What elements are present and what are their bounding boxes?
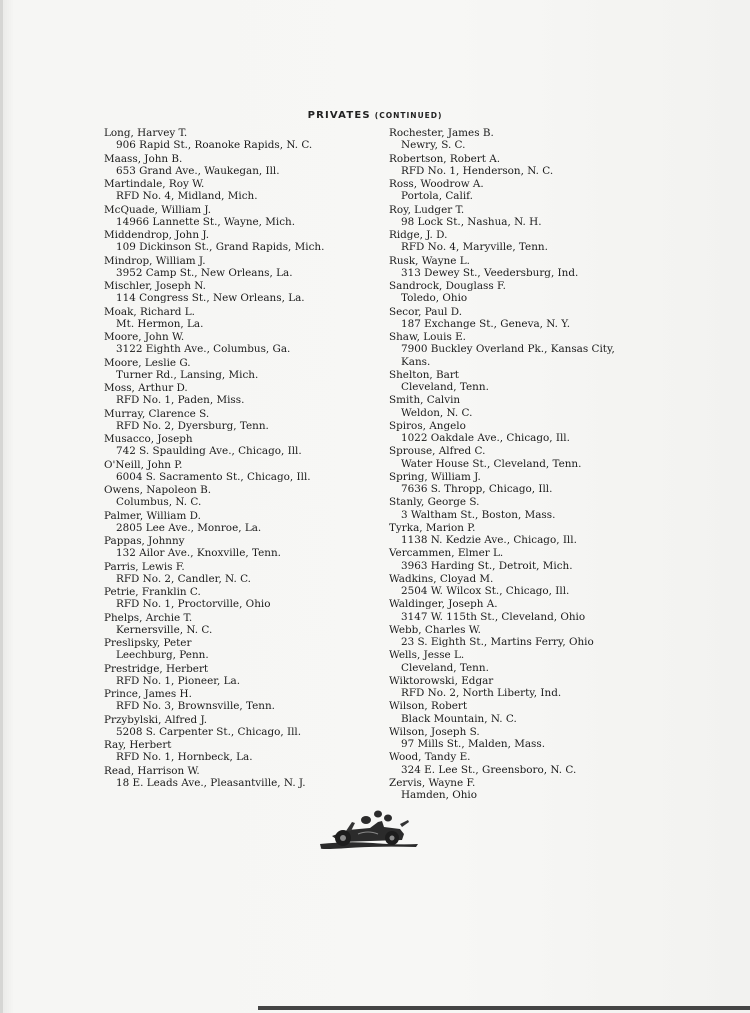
roster-entry: [389, 777, 639, 802]
entry-address: RFD No. 2, Dyersburg, Tenn.: [116, 419, 269, 432]
entry-address: 1022 Oakdale Ave., Chicago, Ill.: [401, 432, 570, 445]
roster-entry: [104, 561, 386, 586]
roster-entry: [389, 751, 639, 776]
entry-address: RFD No. 1, Pioneer, La.: [116, 674, 241, 687]
entry-name: Przybylski, Alfred J.: [104, 713, 208, 726]
entry-name: Moss, Arthur D.: [104, 382, 188, 394]
roster-entry: [104, 459, 386, 484]
entry-name: Robertson, Robert A.: [389, 152, 501, 165]
page-title: [0, 110, 750, 121]
roster-entry: [389, 675, 639, 700]
entry-address: 7636 S. Thropp, Chicago, Ill.: [401, 483, 553, 496]
roster-entry: [389, 496, 639, 521]
entry-name: Smith, Calvin: [389, 394, 461, 407]
entry-address: Water House St., Cleveland, Tenn.: [401, 457, 582, 470]
roster-entry: [104, 153, 386, 178]
entry-name: Wilson, Joseph S.: [389, 725, 480, 738]
roster-entry: [104, 306, 386, 331]
roster-entry: [389, 204, 639, 229]
roster-entry: [389, 394, 639, 419]
roster-entry: [389, 726, 639, 751]
roster-entry: [104, 637, 386, 662]
entry-address: Mt. Hermon, La.: [116, 317, 204, 330]
roster-entry: [389, 178, 639, 203]
entry-name: Moak, Richard L.: [104, 305, 195, 318]
entry-name: Shelton, Bart: [389, 368, 459, 381]
entry-address: 313 Dewey St., Veedersburg, Ind.: [401, 266, 579, 279]
entry-name: Tyrka, Marion P.: [389, 521, 476, 534]
entry-address: RFD No. 1, Hornbeck, La.: [116, 751, 253, 764]
jeep-icon: [318, 800, 420, 860]
entry-name: Moore, Leslie G.: [104, 356, 191, 369]
entry-address: 3 Waltham St., Boston, Mass.: [401, 508, 556, 521]
roster-entry: [104, 178, 386, 203]
entry-name: Spring, William J.: [389, 470, 481, 483]
roster-entry: [104, 280, 386, 305]
entry-name: Pappas, Johnny: [104, 535, 185, 547]
entry-address: Weldon, N. C.: [401, 406, 473, 419]
entry-address: 3122 Eighth Ave., Columbus, Ga.: [116, 343, 291, 356]
entry-address: 132 Ailor Ave., Knoxville, Tenn.: [116, 547, 281, 560]
entry-address: Newry, S. C.: [401, 139, 466, 152]
entry-name: Rusk, Wayne L.: [389, 254, 470, 267]
entry-name: Ridge, J. D.: [389, 229, 448, 241]
entry-name: Spiros, Angelo: [389, 419, 466, 432]
entry-name: Read, Harrison W.: [104, 764, 200, 777]
entry-address: RFD No. 1, Henderson, N. C.: [401, 164, 554, 177]
entry-name: Prestridge, Herbert: [104, 662, 209, 675]
entry-name: Webb, Charles W.: [389, 623, 481, 636]
roster-entry: [104, 331, 386, 356]
roster-entry: [389, 547, 639, 572]
left-roster-column: [104, 127, 386, 790]
entry-address: RFD No. 4, Maryville, Tenn.: [401, 241, 548, 254]
entry-name: Prince, James H.: [104, 688, 192, 700]
roster-entry: [389, 306, 639, 331]
roster-entry: [104, 408, 386, 433]
roster-entry: [389, 153, 639, 178]
roster-entry: [389, 624, 639, 649]
entry-address: 14966 Lannette St., Wayne, Mich.: [116, 215, 296, 228]
roster-entry: [104, 382, 386, 407]
entry-address: 3963 Harding St., Detroit, Mich.: [401, 559, 573, 572]
entry-address: 187 Exchange St., Geneva, N. Y.: [401, 317, 571, 330]
roster-entry: [104, 255, 386, 280]
entry-name: Long, Harvey T.: [104, 127, 188, 139]
entry-name: Musacco, Joseph: [104, 433, 193, 445]
entry-name: Mischler, Joseph N.: [104, 280, 206, 292]
entry-address: 7900 Buckley Overland Pk., Kansas City, Kans.: [401, 343, 615, 368]
entry-address: RFD No. 1, Proctorville, Ohio: [116, 598, 271, 611]
roster-entry: [389, 522, 639, 547]
entry-name: Owens, Napoleon B.: [104, 484, 212, 496]
entry-address: 2805 Lee Ave., Monroe, La.: [116, 521, 262, 534]
entry-address: 18 E. Leads Ave., Pleasantville, N. J.: [116, 776, 306, 789]
roster-entry: [104, 714, 386, 739]
entry-address: Turner Rd., Lansing, Mich.: [116, 368, 259, 381]
title-text: PRIVATES: [307, 110, 371, 121]
entry-address: 2504 W. Wilcox St., Chicago, Ill.: [401, 585, 570, 598]
entry-address: 97 Mills St., Malden, Mass.: [401, 738, 546, 751]
entry-address: 109 Dickinson St., Grand Rapids, Mich.: [116, 241, 325, 254]
entry-name: Wiktorowski, Edgar: [389, 674, 494, 687]
bottom-edge-rule: [258, 1006, 750, 1010]
entry-name: Vercammen, Elmer L.: [389, 547, 504, 560]
entry-name: Mindrop, William J.: [104, 254, 206, 267]
roster-entry: [104, 535, 386, 560]
entry-name: Shaw, Louis E.: [389, 331, 466, 343]
entry-address: 742 S. Spaulding Ave., Chicago, Ill.: [116, 445, 302, 458]
roster-entry: [104, 484, 386, 509]
entry-name: Wells, Jesse L.: [389, 649, 465, 662]
roster-entry: [389, 471, 639, 496]
roster-entry: [104, 229, 386, 254]
roster-entry: [104, 204, 386, 229]
roster-entry: [389, 573, 639, 598]
entry-address: Columbus, N. C.: [116, 496, 202, 509]
entry-name: Preslipsky, Peter: [104, 637, 192, 649]
entry-name: Phelps, Archie T.: [104, 611, 193, 624]
entry-address: RFD No. 3, Brownsville, Tenn.: [116, 700, 275, 713]
roster-entry: [389, 331, 639, 368]
entry-address: Cleveland, Tenn.: [401, 381, 489, 394]
roster-entry: [104, 688, 386, 713]
roster-entry: [389, 649, 639, 674]
entry-name: Petrie, Franklin C.: [104, 586, 201, 598]
entry-address: 1138 N. Kedzie Ave., Chicago, Ill.: [401, 534, 577, 547]
entry-address: 324 E. Lee St., Greensboro, N. C.: [401, 763, 577, 776]
page-spine-edge: [0, 0, 3, 1013]
entry-address: 114 Congress St., New Orleans, La.: [116, 292, 305, 305]
entry-name: Sandrock, Douglass F.: [389, 280, 506, 292]
roster-entry: [104, 357, 386, 382]
entry-address: RFD No. 1, Paden, Miss.: [116, 394, 245, 407]
entry-address: RFD No. 2, Candler, N. C.: [116, 572, 251, 585]
entry-name: Wadkins, Cloyad M.: [389, 572, 494, 585]
entry-name: Stanly, George S.: [389, 496, 480, 509]
roster-entry: [389, 280, 639, 305]
entry-name: Secor, Paul D.: [389, 305, 463, 318]
entry-address: RFD No. 4, Midland, Mich.: [116, 190, 258, 203]
entry-address: Toledo, Ohio: [401, 292, 468, 305]
entry-name: McQuade, William J.: [104, 203, 212, 216]
roster-entry: [104, 765, 386, 790]
entry-address: 3952 Camp St., New Orleans, La.: [116, 266, 293, 279]
entry-name: Roy, Ludger T.: [389, 203, 465, 216]
entry-name: Maass, John B.: [104, 152, 183, 165]
entry-name: Wilson, Robert: [389, 700, 468, 713]
entry-address: 6004 S. Sacramento St., Chicago, Ill.: [116, 470, 311, 483]
entry-name: Waldinger, Joseph A.: [389, 598, 498, 611]
entry-address: RFD No. 2, North Liberty, Ind.: [401, 687, 562, 700]
roster-entry: [104, 433, 386, 458]
right-roster-column: [389, 127, 639, 802]
roster-entry: [104, 127, 386, 152]
entry-address: 3147 W. 115th St., Cleveland, Ohio: [401, 610, 586, 623]
roster-entry: [389, 445, 639, 470]
entry-address: Hamden, Ohio: [401, 789, 477, 802]
roster-entry: [389, 369, 639, 394]
title-subtitle: (CONTINUED): [374, 111, 443, 120]
roster-entry: [389, 127, 639, 152]
entry-name: Parris, Lewis F.: [104, 560, 185, 573]
entry-name: Zervis, Wayne F.: [389, 776, 476, 789]
entry-address: 906 Rapid St., Roanoke Rapids, N. C.: [116, 139, 313, 152]
roster-entry: [104, 586, 386, 611]
roster-entry: [389, 255, 639, 280]
entry-address: Kernersville, N. C.: [116, 623, 213, 636]
roster-entry: [104, 739, 386, 764]
entry-address: 653 Grand Ave., Waukegan, Ill.: [116, 164, 280, 177]
entry-name: O'Neill, John P.: [104, 458, 183, 471]
entry-name: Ross, Woodrow A.: [389, 178, 484, 190]
roster-entry: [389, 598, 639, 623]
roster-entry: [389, 420, 639, 445]
entry-name: Sprouse, Alfred C.: [389, 445, 486, 458]
entry-name: Murray, Clarence S.: [104, 407, 210, 420]
entry-address: 23 S. Eighth St., Martins Ferry, Ohio: [401, 636, 594, 649]
entry-address: Cleveland, Tenn.: [401, 661, 489, 674]
entry-address: 98 Lock St., Nashua, N. H.: [401, 215, 542, 228]
roster-entry: [389, 700, 639, 725]
entry-name: Moore, John W.: [104, 331, 185, 343]
entry-name: Middendrop, John J.: [104, 229, 210, 241]
roster-entry: [104, 663, 386, 688]
roster-entry: [104, 510, 386, 535]
entry-address: Portola, Calif.: [401, 190, 473, 203]
entry-name: Ray, Herbert: [104, 739, 172, 751]
entry-name: Wood, Tandy E.: [389, 751, 471, 764]
roster-entry: [104, 612, 386, 637]
entry-address: 5208 S. Carpenter St., Chicago, Ill.: [116, 725, 302, 738]
entry-address: Black Mountain, N. C.: [401, 712, 517, 725]
entry-name: Palmer, William D.: [104, 509, 201, 522]
entry-name: Martindale, Roy W.: [104, 178, 205, 190]
roster-entry: [389, 229, 639, 254]
entry-name: Rochester, James B.: [389, 127, 494, 139]
entry-address: Leechburg, Penn.: [116, 649, 209, 662]
